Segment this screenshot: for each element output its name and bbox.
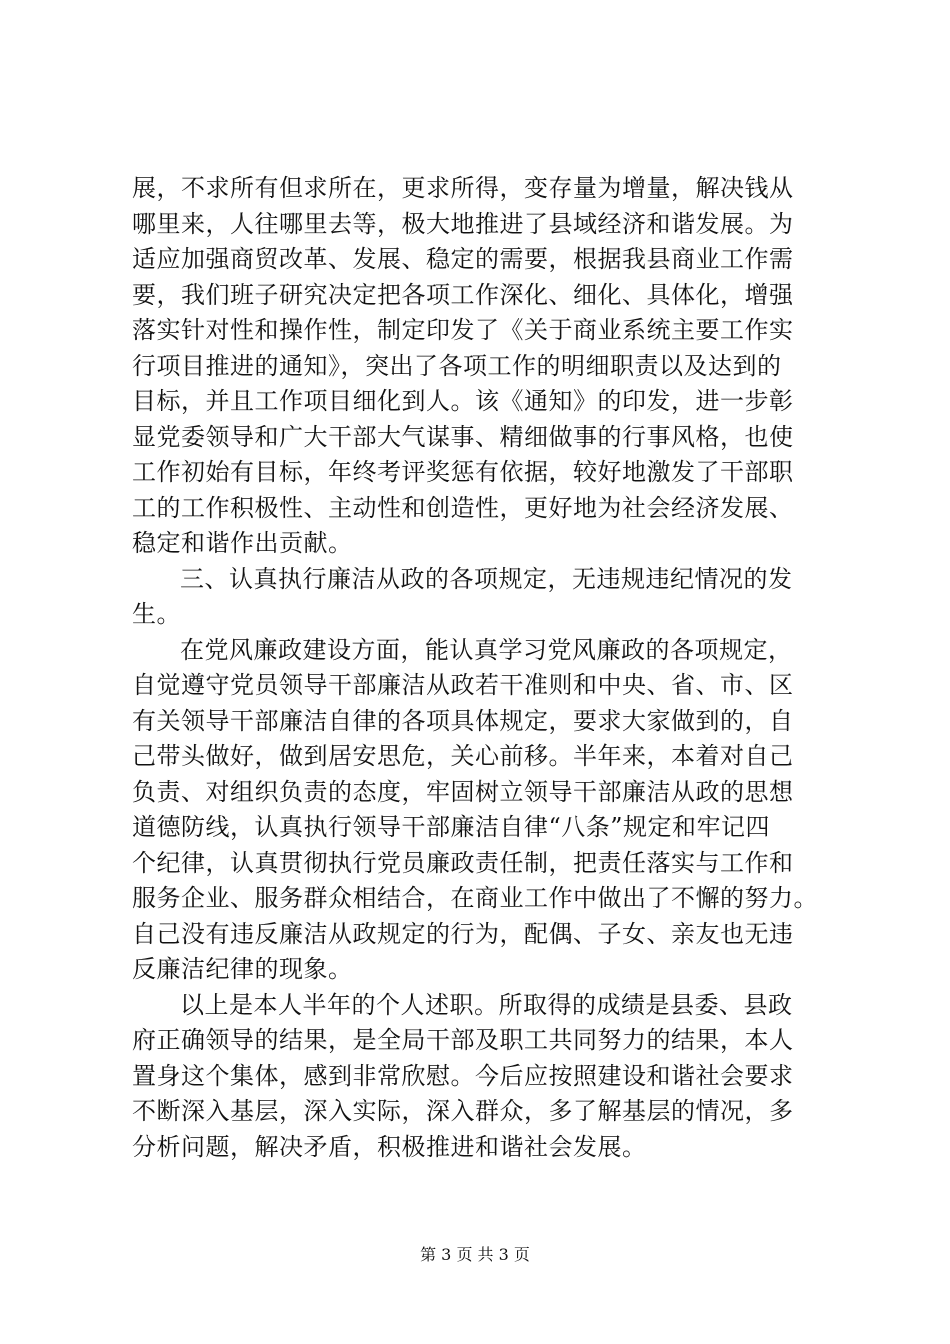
page-number-footer: 第 3 页 共 3 页: [420, 1245, 530, 1264]
section-heading-line: 生。: [132, 600, 181, 628]
text-line: 有关领导干部廉洁自律的各项具体规定，要求大家做到的，自: [132, 706, 794, 735]
text-line: 目标，并且工作项目细化到人。该《通知》的印发，进一步彰: [132, 387, 794, 415]
text-line: 显党委领导和广大干部大气谋事、精细做事的行事风格，也使: [132, 422, 794, 451]
text-line: 道德防线，认真执行领导干部廉洁自律“八条”规定和牢记四: [132, 813, 771, 841]
document-body: [132, 171, 832, 1165]
text-line: 分析问题，解决矛盾，积极推进和谐社会发展。: [132, 1132, 647, 1161]
text-line: 工的工作积极性、主动性和创造性，更好地为社会经济发展、: [132, 493, 794, 522]
text-line: 落实针对性和操作性，制定印发了《关于商业系统主要工作实: [132, 316, 794, 344]
text-line: 服务企业、服务群众相结合，在商业工作中做出了不懈的努力。: [132, 884, 818, 912]
text-line: 不断深入基层，深入实际，深入群众，多了解基层的情况，多: [132, 1097, 794, 1125]
text-line: 个纪律，认真贯彻执行党员廉政责任制，把责任落实与工作和: [132, 848, 794, 877]
text-line: 以上是本人半年的个人述职。所取得的成绩是县委、县政: [180, 990, 793, 1019]
text-line: 反廉洁纪律的现象。: [132, 955, 353, 983]
text-line: 己带头做好，做到居安思危，关心前移。半年来，本着对自己: [132, 742, 794, 770]
text-line: 负责、对组织负责的态度，牢固树立领导干部廉洁从政的思想: [132, 777, 794, 806]
text-line: 哪里来，人往哪里去等，极大地推进了县域经济和谐发展。为: [132, 209, 794, 238]
text-line: 行项目推进的通知》，突出了各项工作的明细职责以及达到的: [132, 351, 782, 380]
text-line: 在党风廉政建设方面，能认真学习党风廉政的各项规定，: [180, 635, 793, 664]
text-line: 府正确领导的结果，是全局干部及职工共同努力的结果，本人: [132, 1026, 794, 1054]
text-line: 稳定和谐作出贡献。: [132, 529, 353, 557]
section-heading-line: 三、认真执行廉洁从政的各项规定，无违规违纪情况的发: [180, 564, 793, 593]
text-line: 自己没有违反廉洁从政规定的行为，配偶、子女、亲友也无违: [132, 919, 794, 948]
text-line: 要，我们班子研究决定把各项工作深化、细化、具体化，增强: [132, 280, 794, 309]
text-line: 展，不求所有但求所在，更求所得，变存量为增量，解决钱从: [132, 174, 794, 202]
text-line: 适应加强商贸改革、发展、稳定的需要，根据我县商业工作需: [132, 245, 794, 273]
text-line: 工作初始有目标，年终考评奖惩有依据，较好地激发了干部职: [132, 458, 794, 486]
text-line: 自觉遵守党员领导干部廉洁从政若干准则和中央、省、市、区: [132, 671, 794, 699]
text-line: 置身这个集体，感到非常欣慰。今后应按照建设和谐社会要求: [132, 1061, 794, 1090]
